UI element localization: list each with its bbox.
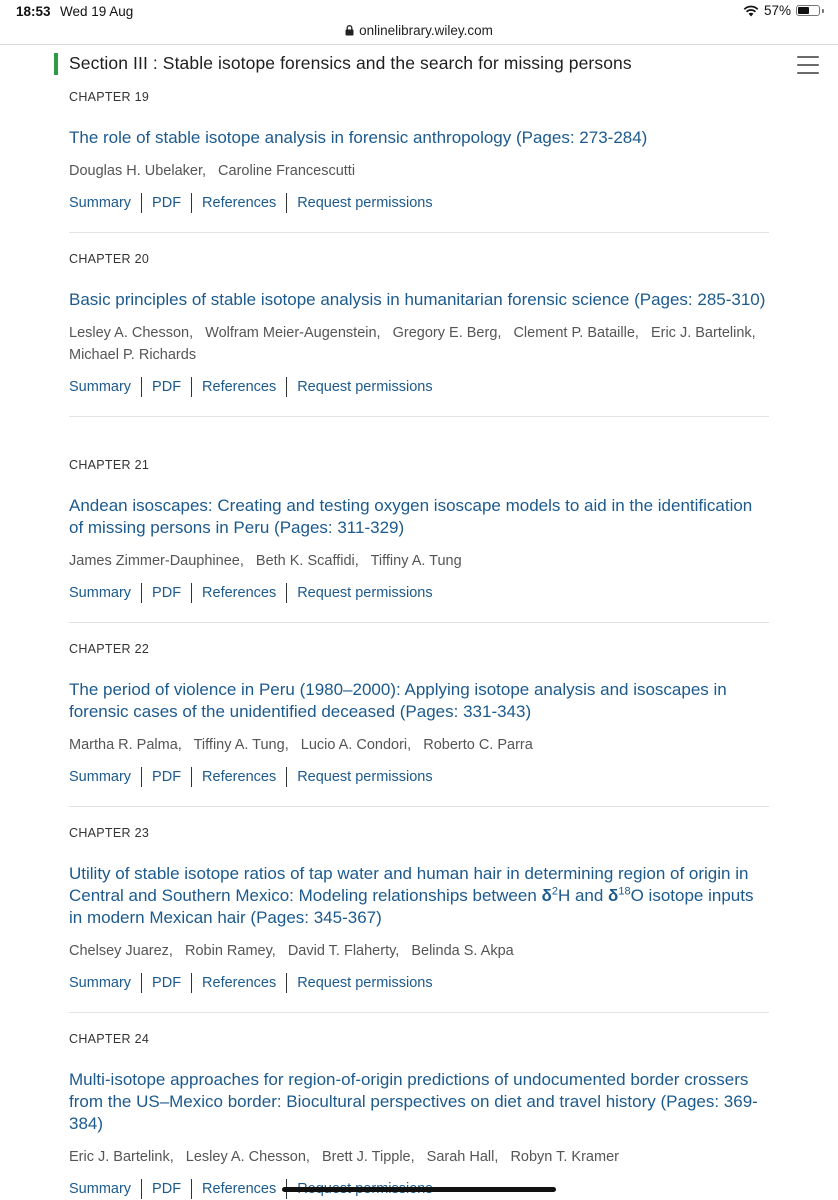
pdf-link[interactable]: PDF [152,379,182,395]
chapter-title-link[interactable]: Basic principles of stable isotope analysis in humanitarian forensic science (Pages: 285-310) [69,290,766,309]
link-separator [141,973,142,993]
author-name[interactable]: Beth K. Scaffidi, [255,553,359,569]
chapter-actions [69,377,769,397]
author-name[interactable]: Robin Ramey, [185,943,276,959]
status-date: Wed 19 Aug [60,4,134,19]
link-separator [141,377,142,397]
chapter-item [69,642,769,807]
status-indicators [743,3,824,18]
author-name[interactable]: Tiffiny A. Tung, [193,737,289,753]
request-permissions-link[interactable]: Request permissions [297,195,433,211]
url-text: onlinelibrary.wiley.com [359,22,493,38]
link-separator [191,193,192,213]
address-bar[interactable] [0,18,838,42]
chapter-authors [69,550,769,572]
chapter-label: CHAPTER 20 [69,252,150,266]
delta-symbol: δ [541,886,552,905]
link-separator [141,767,142,787]
author-name[interactable]: Sarah Hall, [426,1149,499,1165]
author-name[interactable]: Martha R. Palma, [69,737,182,753]
hamburger-menu-icon[interactable] [797,56,819,76]
lock-icon [345,25,354,36]
request-permissions-link[interactable]: Request permissions [297,975,433,991]
request-permissions-link[interactable]: Request permissions [297,769,433,785]
status-time: 18:53 [16,4,51,19]
chapter-item [69,1032,769,1199]
chapter-actions [69,973,769,993]
summary-link[interactable]: Summary [69,1181,132,1197]
pdf-link[interactable]: PDF [152,975,182,991]
summary-link[interactable]: Summary [69,769,132,785]
author-name[interactable]: Robyn T. Kramer [510,1149,619,1165]
chapter-actions [69,767,769,787]
request-permissions-link[interactable]: Request permissions [297,585,433,601]
isotope-superscript: 18 [618,885,631,898]
chapter-item [69,252,769,417]
home-indicator[interactable] [282,1187,556,1192]
link-separator [286,767,287,787]
isotope-superscript: 2 [551,885,558,898]
author-name[interactable]: Eric J. Bartelink, [650,325,756,341]
author-name[interactable]: Roberto C. Parra [423,737,533,753]
pdf-link[interactable]: PDF [152,195,182,211]
references-link[interactable]: References [202,769,277,785]
chapter-authors [69,322,769,366]
author-name[interactable]: Wolfram Meier-Augenstein, [205,325,381,341]
chapter-title-link[interactable]: Andean isoscapes: Creating and testing oxygen isoscape models to aid in the identification of missing persons in Peru (Pages: 311-329) [69,496,753,537]
chapter-divider [69,1012,769,1013]
references-link[interactable]: References [202,1181,277,1197]
chapter-divider [69,806,769,807]
author-name[interactable]: Lesley A. Chesson, [69,325,194,341]
link-separator [191,377,192,397]
chapter-authors [69,160,769,182]
link-separator [286,583,287,603]
author-name[interactable]: Brett J. Tipple, [321,1149,415,1165]
battery-percent: 57% [763,3,791,18]
delta-symbol: δ [608,886,619,905]
author-name[interactable]: David T. Flaherty, [287,943,400,959]
chapter-label: CHAPTER 22 [69,642,150,656]
summary-link[interactable]: Summary [69,585,132,601]
title-text: O isotope inputs in modern Mexican hair (Pages: 345-367) [69,886,754,927]
toolbar-divider [0,44,838,45]
chapter-item [69,458,769,623]
chapter-item [69,826,769,1013]
pdf-link[interactable]: PDF [152,769,182,785]
chapter-divider [69,416,769,417]
chapter-divider [69,232,769,233]
summary-link[interactable]: Summary [69,195,132,211]
request-permissions-link[interactable]: Request permissions [297,379,433,395]
references-link[interactable]: References [202,379,277,395]
title-text: Utility of stable isotope ratios of tap water and human hair in determining region of origin in Central and Southern Mexico: Modeling relationships between [69,864,749,905]
link-separator [286,973,287,993]
pdf-link[interactable]: PDF [152,585,182,601]
references-link[interactable]: References [202,975,277,991]
author-name[interactable]: Tiffiny A. Tung [370,553,462,569]
author-name[interactable]: Michael P. Richards [69,347,197,363]
wifi-icon [743,5,759,17]
section-accent-bar [54,53,58,75]
author-name[interactable]: Lesley A. Chesson, [185,1149,310,1165]
chapter-authors [69,1146,769,1168]
chapter-item [69,90,769,233]
battery-tip [822,9,824,13]
section-title: Section III : Stable isotope forensics and the search for missing persons [69,53,632,73]
battery-icon [796,5,820,16]
pdf-link[interactable]: PDF [152,1181,182,1197]
references-link[interactable]: References [202,585,277,601]
author-name[interactable]: Douglas H. Ubelaker, [69,163,207,179]
chapter-authors [69,734,769,756]
link-separator [141,583,142,603]
title-text: H and [557,886,609,905]
chapter-title-link[interactable]: The role of stable isotope analysis in forensic anthropology (Pages: 273-284) [69,128,648,147]
chapter-title-link[interactable]: The period of violence in Peru (1980–2000): Applying isotope analysis and isoscapes in forensic cases of the unidentified deceased (Pages: 331-343) [69,680,727,721]
chapter-label: CHAPTER 23 [69,826,150,840]
link-separator [191,583,192,603]
link-separator [191,767,192,787]
link-separator [286,377,287,397]
chapter-title-link[interactable] [69,863,769,929]
references-link[interactable]: References [202,195,277,211]
link-separator [286,193,287,213]
author-name[interactable]: Gregory E. Berg, [392,325,502,341]
author-name[interactable]: James Zimmer-Dauphinee, [69,553,244,569]
author-name[interactable]: Eric J. Bartelink, [69,1149,174,1165]
chapter-label: CHAPTER 24 [69,1032,150,1046]
link-separator [141,1179,142,1199]
chapter-actions [69,583,769,603]
chapter-label: CHAPTER 19 [69,90,150,104]
chapter-authors [69,940,769,962]
summary-link[interactable]: Summary [69,975,132,991]
chapter-divider [69,622,769,623]
author-name[interactable]: Chelsey Juarez, [69,943,173,959]
author-name[interactable]: Belinda S. Akpa [411,943,514,959]
link-separator [141,193,142,213]
author-name[interactable]: Lucio A. Condori, [300,737,412,753]
link-separator [191,973,192,993]
link-separator [191,1179,192,1199]
chapter-title-link[interactable]: Multi-isotope approaches for region-of-origin predictions of undocumented border crossers from the US–Mexico border: Biocultural perspectives on diet and travel history (Pages: 369-384) [69,1070,758,1133]
chapter-actions [69,193,769,213]
summary-link[interactable]: Summary [69,379,132,395]
chapter-label: CHAPTER 21 [69,458,150,472]
author-name[interactable]: Clement P. Bataille, [513,325,639,341]
author-name[interactable]: Caroline Francescutti [218,163,356,179]
